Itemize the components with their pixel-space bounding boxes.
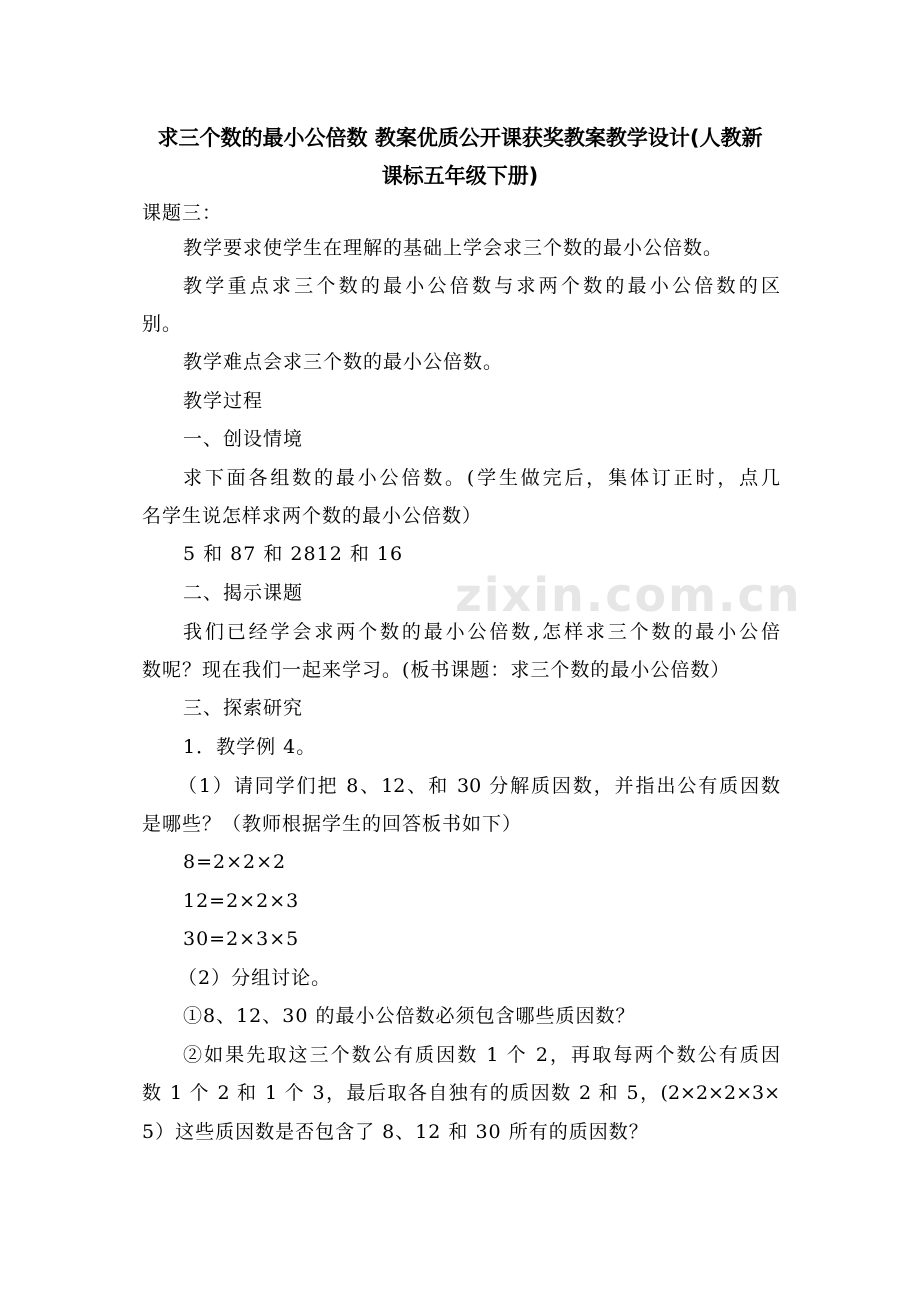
paragraph-line: 数呢？现在我们一起来学习。(板书课题：求三个数的最小公倍数） — [142, 659, 731, 681]
paragraph-line: 我们已经学会求两个数的最小公倍数,怎样求三个数的最小公倍 — [183, 621, 780, 643]
section-heading-2: 二、揭示课题 — [183, 582, 304, 604]
example-heading: 1．教学例 4。 — [183, 736, 317, 758]
teaching-difficulty: 教学难点会求三个数的最小公倍数。 — [183, 351, 504, 373]
factorization-line: 12=2×2×3 — [183, 890, 300, 912]
paragraph-line: 名学生说怎样求两个数的最小公倍数） — [142, 505, 483, 527]
section-heading-1: 一、创设情境 — [183, 428, 304, 450]
paragraph-line: 求下面各组数的最小公倍数。(学生做完后，集体订正时，点几 — [183, 467, 780, 489]
watermark: zixin.com.cn — [455, 568, 802, 622]
teaching-focus: 教学重点求三个数的最小公倍数与求两个数的最小公倍数的区 — [183, 275, 780, 297]
paragraph-line: 是哪些？（教师根据学生的回答板书如下） — [142, 813, 523, 835]
number-groups: 5 和 87 和 2812 和 16 — [183, 543, 404, 565]
document-title-line-2: 课标五年级下册) — [381, 164, 539, 188]
factorization-line: 30=2×3×5 — [183, 928, 300, 950]
teaching-process-heading: 教学过程 — [183, 390, 264, 412]
document-title-line-1: 求三个数的最小公倍数 教案优质公开课获奖教案教学设计(人教新 — [157, 126, 763, 150]
discussion-heading: （2）分组讨论。 — [178, 967, 332, 989]
section-heading-3: 三、探索研究 — [183, 697, 304, 719]
question-line: ②如果先取这三个数公有质因数 1 个 2，再取每两个数公有质因 — [183, 1044, 780, 1066]
question-line: 5）这些质因数是否包含了 8、12 和 30 所有的质因数？ — [142, 1121, 649, 1143]
paragraph-line: （1）请同学们把 8、12、和 30 分解质因数，并指出公有质因数 — [178, 775, 780, 797]
teaching-focus-cont: 别。 — [142, 313, 183, 335]
question-line: 数 1 个 2 和 1 个 3，最后取各自独有的质因数 2 和 5，(2×2×2×3× — [142, 1082, 780, 1104]
question-line: ①8、12、30 的最小公倍数必须包含哪些质因数？ — [183, 1005, 636, 1027]
teaching-requirement: 教学要求使学生在理解的基础上学会求三个数的最小公倍数。 — [183, 237, 724, 259]
lesson-label: 课题三： — [142, 202, 223, 224]
factorization-line: 8=2×2×2 — [183, 851, 287, 873]
